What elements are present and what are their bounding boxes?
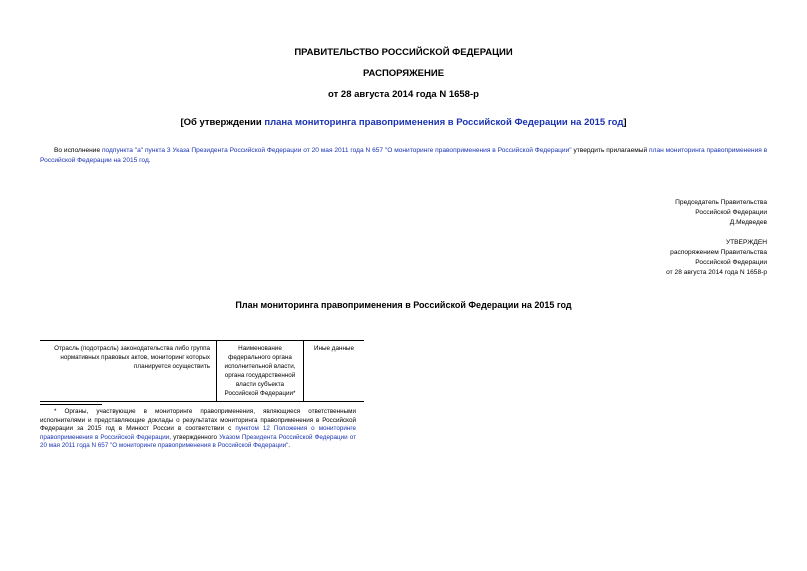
paragraph-middle: утвердить прилагаемый (571, 147, 650, 154)
plan-title: План мониторинга правоприменения в Российской Федерации на 2015 год (235, 300, 572, 310)
title-open: [Об утверждении (180, 117, 265, 128)
table-header-row (40, 341, 364, 402)
title-plan-link[interactable]: плана мониторинга правоприменения в Российской Федерации на 2015 год (264, 117, 624, 128)
title-close: ] (623, 117, 627, 128)
plan-link[interactable]: план мониторинга правоприменения в Российской Федерации на 2015 год (40, 147, 768, 164)
footnote-text-3: . (288, 442, 291, 450)
plan-table (40, 340, 364, 402)
footnote-text-2: , утвержденного (169, 433, 220, 441)
signature-org: Российской Федерации (695, 209, 767, 216)
presidential-decree-link[interactable]: Указом Президента Российской Федерации от 20 мая 2011 года N 657 "О мониторинге правоприменения в Российской Федерации" (40, 433, 356, 450)
government-heading: ПРАВИТЕЛЬСТВО РОССИЙСКОЙ ФЕДЕРАЦИИ (294, 47, 513, 58)
document-title (0, 117, 807, 128)
header-authority: Наименование федерального органа исполнительной власти, органа государственной власти субъекта Российской Федерации* (217, 341, 304, 402)
decree-subclause-link[interactable]: подпункта "а" пункта 3 Указа Президента Российской Федерации от 20 мая 2011 года N 657 "О мониторинге правоприменения в Российской Федерации" (101, 147, 572, 154)
footnote (40, 408, 356, 451)
approval-date: от 28 августа 2014 года N 1658-р (666, 269, 767, 276)
doc-type-heading: РАСПОРЯЖЕНИЕ (362, 68, 445, 79)
footnote-divider (40, 404, 102, 405)
header-other-data: Иные данные (304, 341, 365, 402)
approval-block (666, 238, 767, 278)
signature-block (675, 198, 767, 228)
signature-position: Председатель Правительства (675, 199, 767, 206)
approval-stamp: УТВЕРЖДЕН (725, 239, 767, 246)
footnote-text-1: * Органы, участвующие в мониторинге правоприменения, являющиеся ответственными исполнителями и представляющие доклады о результатах мониторинга правоприменения в Российской Федерации за 2015 год в Минюст России в соответствии с (40, 408, 356, 433)
approval-by: распоряжением Правительства (670, 249, 767, 256)
date-number-heading: от 28 августа 2014 года N 1658-р (328, 89, 479, 100)
approval-org: Российской Федерации (695, 259, 767, 266)
paragraph-suffix: . (148, 157, 151, 164)
paragraph-prefix: Во исполнение (54, 147, 102, 154)
regulation-clause-link[interactable]: пунктом 12 Положения о мониторинге правоприменения в Российской Федерации (40, 425, 356, 441)
signature-name: Д.Медведев (729, 219, 767, 226)
execution-paragraph (40, 146, 770, 166)
header-industry: Отрасль (подотрасль) законодательства либо группа нормативных правовых актов, мониторинг которых планируется осуществить (40, 341, 217, 402)
